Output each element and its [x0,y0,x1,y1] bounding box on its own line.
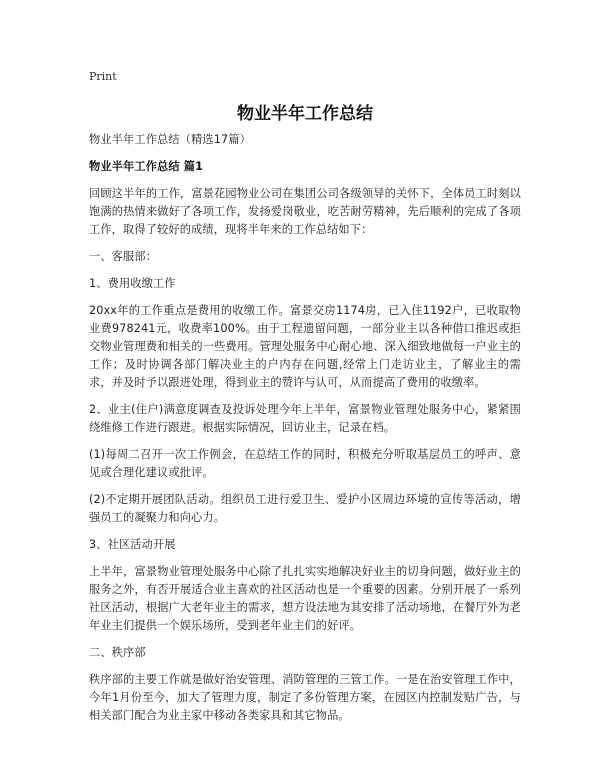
paragraph-weekly-meeting: (1)每周二召开一次工作例会，在总结工作的同时，积极充分听取基层员工的呼声、意见或合理化建议或批评。 [89,448,521,479]
heading-community: 3、社区活动开展 [89,538,176,551]
paragraph-survey: 2、业主(住户)满意度调查及投诉处理今年上半年，富景物业管理处服务中心，紧紧围绕维修工作进行跟进。根据实际情况，回访业主，记录在档。 [89,403,521,434]
paragraph-fee-collection: 20xx年的工作重点是费用的收缴工作。富景交房1174房，已入住1192户，已收取物业费978241元，收费率100%。由于工程遗留问题，一部分业主以各种借口推迟或拒交物业管理费和相关的一些费用。管理处服务中心耐心地、深入细致地做每一户业主的工作；及时协调各部门解决业主的户内存在问题,经常上门走访业主，了解业主的需求，并及时予以跟进处理，得到业主的赞许与认可，从而提高了费用的收缴率。 [89,304,521,389]
subtitle: 物业半年工作总结（精选17篇） [89,133,251,146]
page-title: 物业半年工作总结 [237,104,373,124]
heading-customer-service: 一、客服部： [89,250,158,263]
section-heading: 物业半年工作总结 篇1 [89,160,204,173]
paragraph-order-dept: 秩序部的主要工作就是做好治安管理、消防管理的三管工作。一是在治安管理工作中，今年1月份至今，加大了管理力度，制定了多份管理方案，在园区内控制发贴广告，与相关部门配合为业主家中移动各类家具和其它物品。 [89,673,521,722]
heading-fee-collection: 1、费用收缴工作 [89,277,176,290]
document-body [89,131,521,725]
print-link[interactable]: Print [89,70,117,83]
paragraph-intro: 回顾这半年的工作，富景花园物业公司在集团公司各级领导的关怀下，全体员工时刻以饱满的热情来做好了各项工作，发扬爱岗敬业，吃苦耐劳精神，先后顺利的完成了各项工作，取得了较好的成绩，现将半年来的工作总结如下： [89,187,521,236]
heading-order-dept: 二、秩序部 [89,646,146,659]
paragraph-team-activity: (2)不定期开展团队活动。组织员工进行爱卫生、爱护小区周边环境的宣传等活动，增强员工的凝聚力和向心力。 [89,493,521,524]
paragraph-community: 上半年，富景物业管理处服务中心除了扎扎实实地解决好业主的切身问题，做好业主的服务之外，有否开展适合业主喜欢的社区活动也是一个重要的因素。分别开展了一系列社区活动，根据广大老年业主的需求，想方设法地为其安排了活动场地，在餐厅外为老年业主们提供一个娱乐场所，受到老年业主们的好评。 [89,565,521,632]
